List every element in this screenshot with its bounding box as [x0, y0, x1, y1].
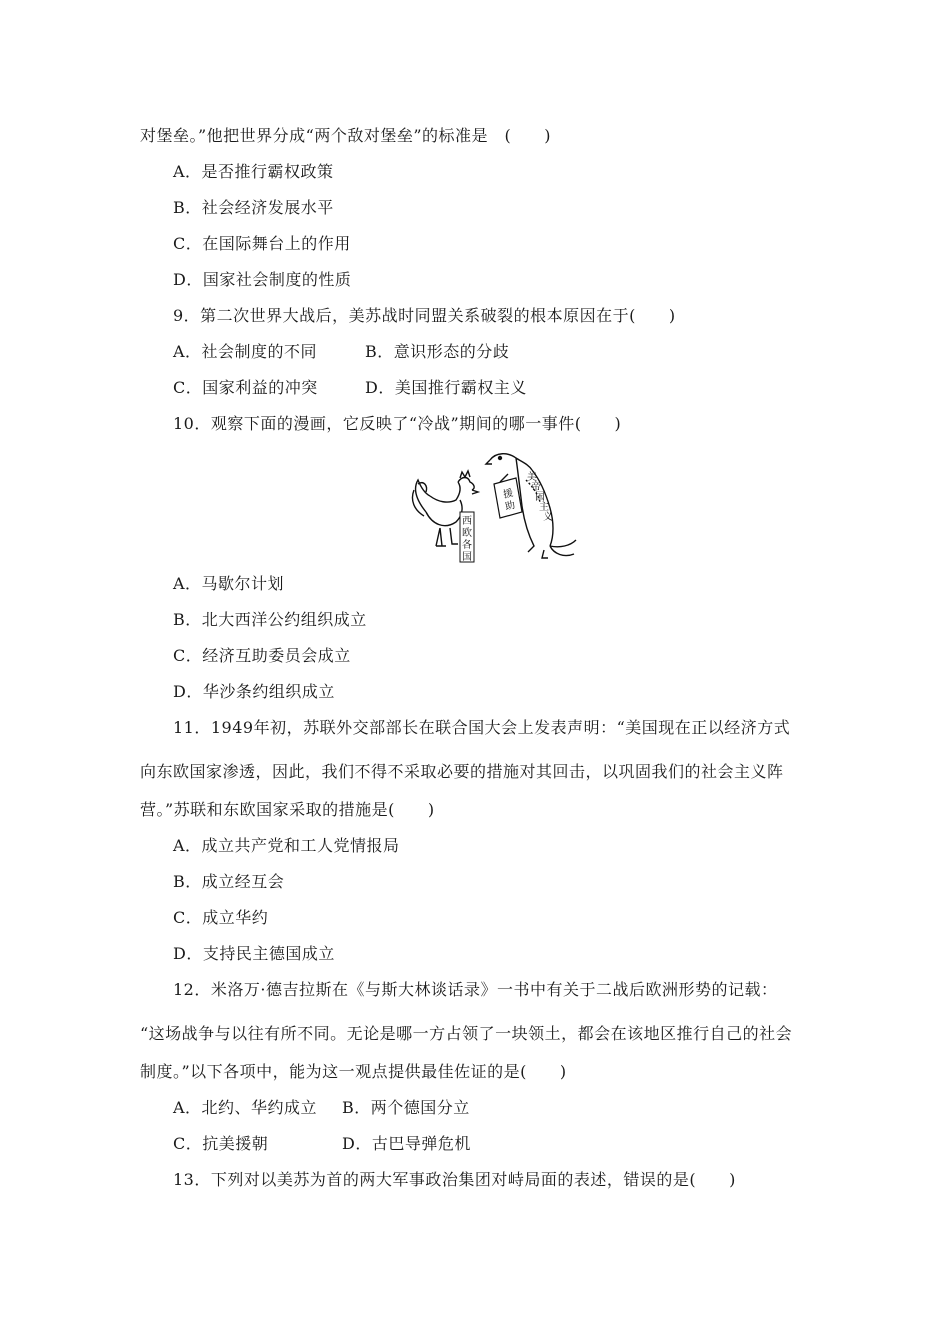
q9-option-a: A．社会制度的不同 [173, 342, 318, 361]
q11-stem-line-3: 营。”苏联和东欧国家采取的措施是( ) [140, 800, 435, 819]
rooster-label-char-2: 欧 [462, 528, 472, 539]
q12-stem-line-1: 12．米洛万·德吉拉斯在《与斯大林谈话录》一书中有关于二战后欧洲形势的记载： [173, 980, 778, 999]
q12-option-c: C．抗美援朝 [173, 1134, 269, 1153]
q11-option-a: A．成立共产党和工人党情报局 [173, 836, 400, 855]
animal-label-char-4: 主 [539, 502, 549, 513]
bag-label-char-1: 援 [502, 487, 515, 501]
q9-option-b: B．意识形态的分歧 [365, 342, 510, 361]
cartoon-image [404, 450, 582, 568]
q10-stem: 10．观察下面的漫画，它反映了“冷战”期间的哪一事件( ) [173, 414, 622, 433]
q11-stem-line-1: 11．1949年初，苏联外交部部长在联合国大会上发表声明：“美国现在正以经济方式 [173, 718, 791, 737]
q10-option-b: B．北大西洋公约组织成立 [173, 610, 367, 629]
q12-stem-line-3: 制度。”以下各项中，能为这一观点提供最佳佐证的是( ) [140, 1062, 567, 1081]
q13-stem: 13．下列对以美苏为首的两大军事政治集团对峙局面的表述，错误的是( ) [173, 1170, 736, 1189]
q10-option-a: A．马歇尔计划 [173, 574, 285, 593]
q8-option-b: B．社会经济发展水平 [173, 198, 334, 217]
q8-option-a: A．是否推行霸权政策 [173, 162, 334, 181]
q11-option-d: D．支持民主德国成立 [173, 944, 335, 963]
q9-stem: 9．第二次世界大战后，美苏战时同盟关系破裂的根本原因在于( ) [173, 306, 676, 325]
q8-option-c: C．在国际舞台上的作用 [173, 234, 351, 253]
bag-label-char-2: 助 [504, 499, 517, 513]
animal-label-char-1: 美 [527, 472, 537, 483]
animal-label-char-3: 国 [535, 492, 545, 503]
q12-option-a: A．北约、华约成立 [173, 1098, 318, 1117]
rooster-label-char-3: 各 [462, 540, 472, 551]
q9-option-c: C．国家利益的冲突 [173, 378, 318, 397]
animal-label-char-5: 义 [543, 512, 553, 523]
rooster-label-char-1: 西 [462, 516, 472, 527]
q12-option-b: B．两个德国分立 [342, 1098, 470, 1117]
q9-option-d: D．美国推行霸权主义 [365, 378, 527, 397]
rooster-label-char-4: 国 [462, 552, 472, 563]
q8-stem-tail: 对堡垒。”他把世界分成“两个敌对堡垒”的标准是 ( ) [140, 126, 552, 145]
q8-option-d: D．国家社会制度的性质 [173, 270, 352, 289]
animal-label-char-2: 帝 [531, 482, 541, 493]
q10-option-d: D．华沙条约组织成立 [173, 682, 335, 701]
q11-option-c: C．成立华约 [173, 908, 269, 927]
q11-option-b: B．成立经互会 [173, 872, 285, 891]
q11-stem-line-2: 向东欧国家渗透，因此，我们不得不采取必要的措施对其回击，以巩固我们的社会主义阵 [140, 762, 784, 781]
q10-option-c: C．经济互助委员会成立 [173, 646, 351, 665]
q12-option-d: D．古巴导弹危机 [342, 1134, 471, 1153]
q12-stem-line-2: “这场战争与以往有所不同。无论是哪一方占领了一块领土，都会在该地区推行自己的社会 [140, 1024, 793, 1043]
